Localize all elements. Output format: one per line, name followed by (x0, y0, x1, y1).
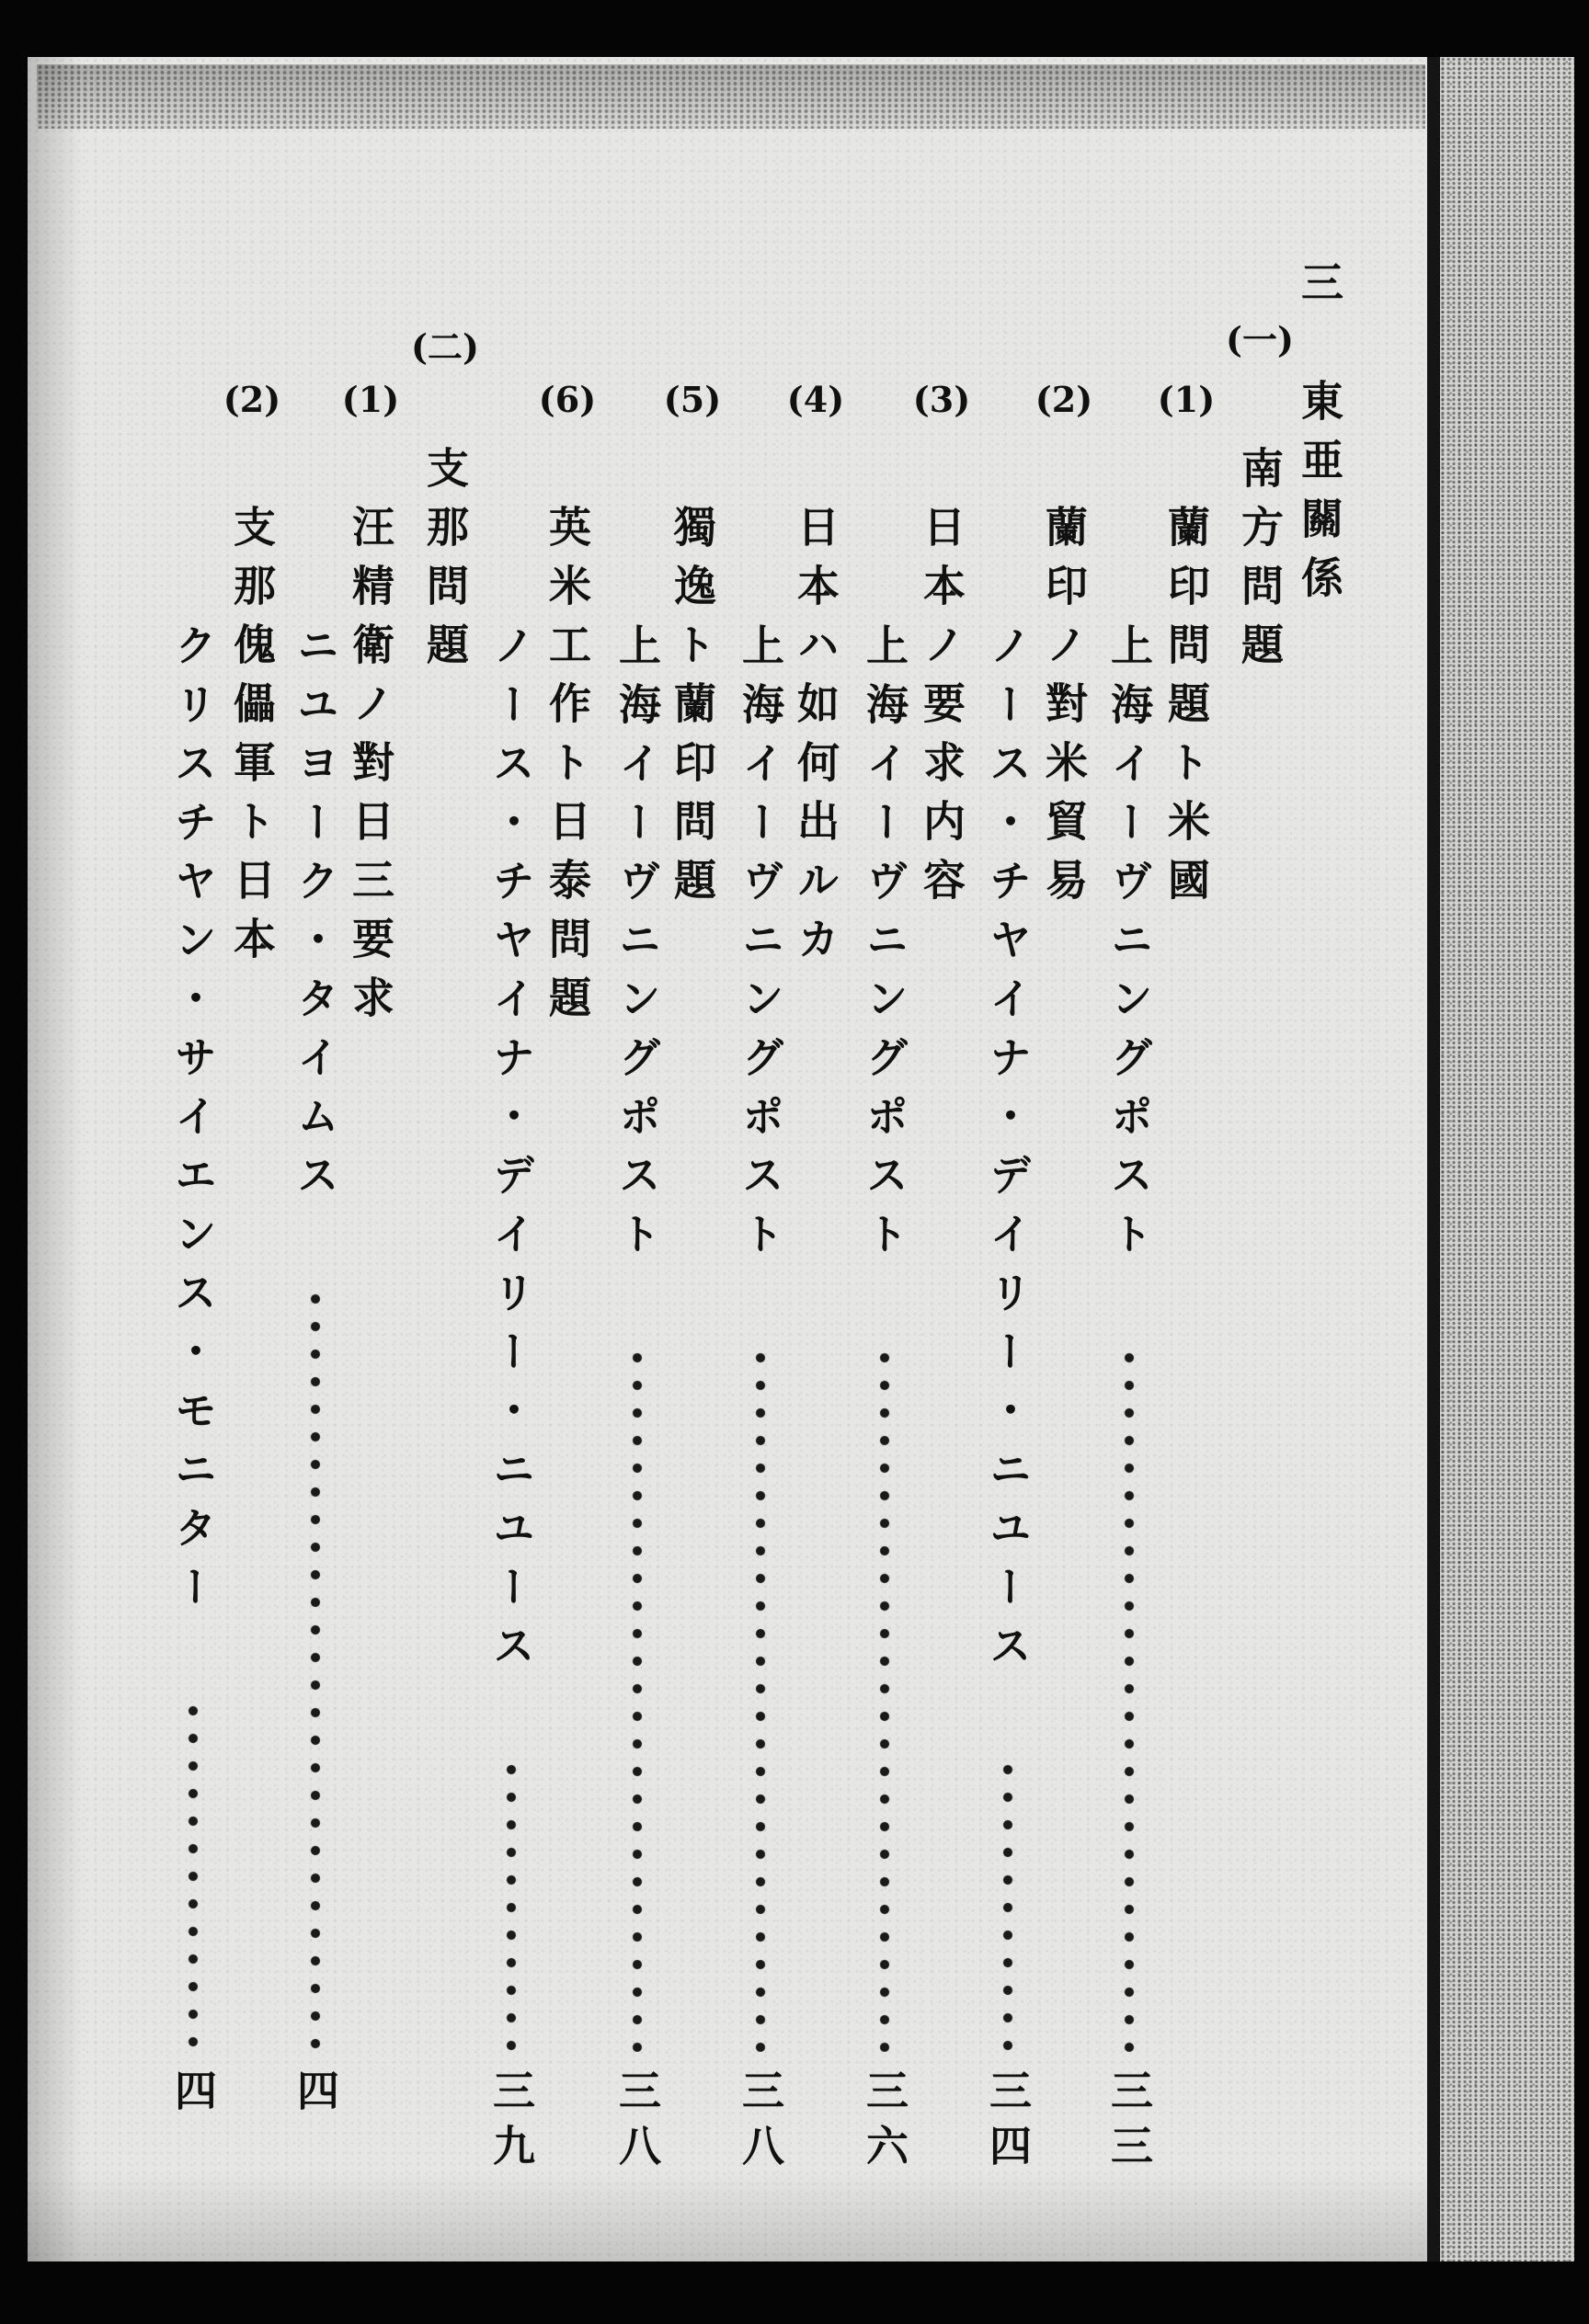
part-label: (二) (411, 326, 479, 368)
entry-source-column (731, 623, 790, 2186)
entry-label: (6) (538, 379, 597, 420)
entry-label: (2) (1035, 379, 1093, 420)
adjacent-page-edge (1440, 57, 1574, 2261)
entry-source: ノース・チヤイナ・デイリー・ニユース (983, 623, 1033, 1682)
entry-label: (1) (341, 379, 400, 420)
entry-title: 日本ハ如何出ルカ (791, 505, 840, 975)
entry-source: 上海イーヴニングポスト (612, 623, 662, 1270)
entry-title: 蘭印ノ對米貿易 (1039, 505, 1089, 917)
dot-leader (188, 1697, 199, 2052)
dot-leader (506, 1756, 517, 2052)
entry-title: 支那傀儡軍ト日本 (227, 505, 277, 975)
dot-leader (755, 1344, 766, 2052)
entry-label: (1) (1157, 379, 1216, 420)
entry-source-column (608, 623, 667, 2186)
dot-leader (1002, 1756, 1013, 2052)
entry-title: 蘭印問題ト米國 (1161, 505, 1211, 917)
entry-source: 上海イーヴニングポスト (736, 623, 785, 1270)
entry-source-column (286, 623, 345, 2186)
entry-source: ニユヨーク・タイムス (291, 623, 340, 1212)
entry-page-number: 四 (291, 2068, 340, 2124)
bleed-through-band (37, 64, 1425, 129)
entry-source-column (482, 623, 541, 2186)
entry-source-column (978, 623, 1037, 2186)
entry-title: 汪精衛ノ對日三要求 (346, 505, 395, 1034)
dot-leader (310, 1285, 321, 2052)
entry-page-number: 三八 (612, 2068, 662, 2179)
entry-source-column (164, 623, 223, 2186)
part-title: 支那問題 (420, 446, 470, 681)
entry-page-number: 三四 (983, 2068, 1033, 2179)
entry-source: ノース・チヤイナ・デイリー・ニユース (486, 623, 536, 1682)
entry-label: (3) (912, 379, 971, 420)
entry-title: 英米工作ト日泰問題 (543, 505, 592, 1034)
part-label: (一) (1226, 319, 1294, 360)
entry-label: (5) (663, 379, 722, 420)
entry-title: 日本ノ要求内容 (917, 505, 966, 917)
entry-title: 獨逸ト蘭印問題 (668, 505, 717, 917)
dot-leader (1124, 1344, 1135, 2052)
page-fold-line (1427, 57, 1440, 2261)
entry-page-number: 四 (168, 2068, 218, 2124)
entry-source-column (1100, 623, 1159, 2186)
entry-source: クリスチヤン・サイエンス・モニター (168, 623, 218, 1623)
dot-leader (879, 1344, 890, 2052)
entry-page-number: 三六 (860, 2068, 909, 2179)
entry-source-column (855, 623, 914, 2186)
entry-page-number: 三九 (486, 2068, 536, 2179)
entry-label: (2) (223, 379, 281, 420)
section-title: 東亜關係 (1295, 379, 1344, 614)
entry-page-number: 三八 (736, 2068, 785, 2179)
dot-leader (632, 1344, 643, 2052)
part-title: 南方問題 (1235, 446, 1285, 681)
entry-page-number: 三三 (1104, 2068, 1154, 2179)
entry-source: 上海イーヴニングポスト (860, 623, 909, 1270)
entry-source: 上海イーヴニングポスト (1104, 623, 1154, 1270)
entry-label: (4) (786, 379, 845, 420)
section-number: 三 (1295, 260, 1344, 319)
